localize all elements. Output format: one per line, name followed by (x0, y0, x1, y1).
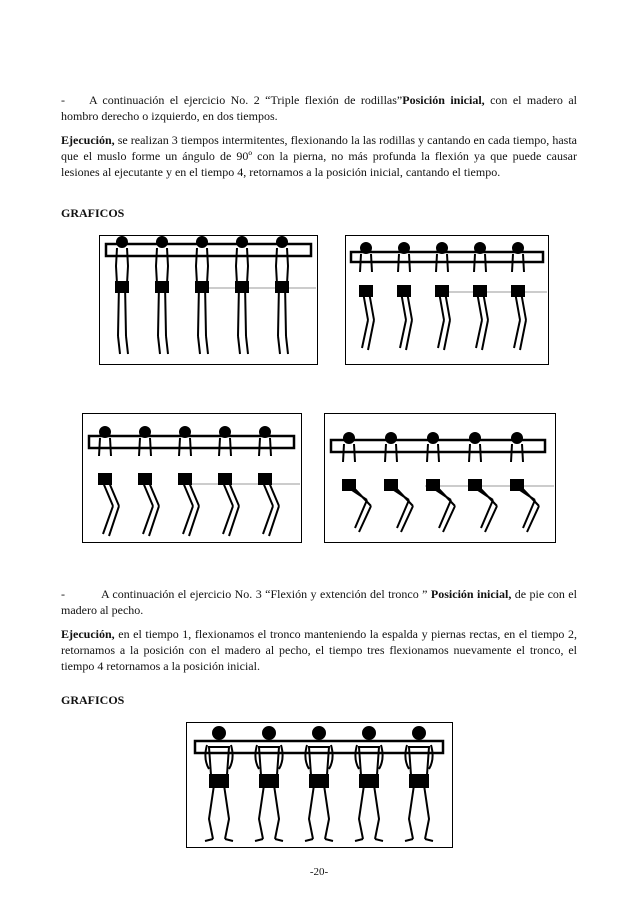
initial-position-text: de pie con el madero al pecho. (61, 587, 577, 618)
exercise-3-title: A continuación el ejercicio No. 3 “Flexión y extención del tronco ” (101, 587, 431, 601)
graficos-heading-2: GRAFICOS (61, 693, 125, 707)
exercise-illustration (83, 414, 301, 542)
initial-position-label: Posición inicial, (430, 587, 512, 601)
exercise-illustration (346, 236, 548, 364)
figure-log-at-chest (186, 722, 453, 848)
exercise-2-execution (61, 132, 577, 181)
figure-slight-knee-bend (345, 235, 549, 365)
execution-text: se realizan 3 tiempos intermitentes, flexionando la las rodillas y cantando en cada tiempo, hasta que el muslo forme un ángulo de 90º con la pierna, no más profunda la flexión ya que puede causar lesiones al ejecutante y en el tiempo 4, retornamos a la posición inicial, cantando el tiempo. (61, 133, 577, 180)
exercise-2-title: A continuación el ejercicio No. 2 “Triple flexión de rodillas” (89, 93, 403, 107)
execution-label: Ejecución, (61, 627, 115, 641)
figure-standing-log-shoulder (99, 235, 318, 365)
figure-medium-knee-bend (82, 413, 302, 543)
exercise-illustration (100, 236, 317, 364)
graficos-heading-1: GRAFICOS (61, 206, 125, 220)
page-number: -20- (309, 866, 329, 878)
exercise-2-intro (61, 92, 577, 124)
exercise-3-intro (61, 586, 577, 618)
exercise-illustration (187, 723, 452, 847)
execution-text: en el tiempo 1, flexionamos el tronco manteniendo la espalda y piernas rectas, en el tiempo 2, retornamos a la posición con el madero al pecho, el tiempo tres flexionamos nuevamente el tronco, el tiempo 4 retornamos a la posición inicial. (61, 627, 577, 674)
exercise-illustration (325, 414, 555, 542)
execution-label: Ejecución, (61, 133, 115, 147)
exercise-3-execution (61, 626, 577, 675)
initial-position-text: con el madero al hombro derecho o izquierdo, en dos tiempos. (61, 93, 577, 124)
initial-position-label: Posición inicial, (402, 93, 485, 107)
list-dash: - (61, 93, 65, 107)
list-dash: - (61, 587, 65, 601)
figure-deep-knee-bend (324, 413, 556, 543)
